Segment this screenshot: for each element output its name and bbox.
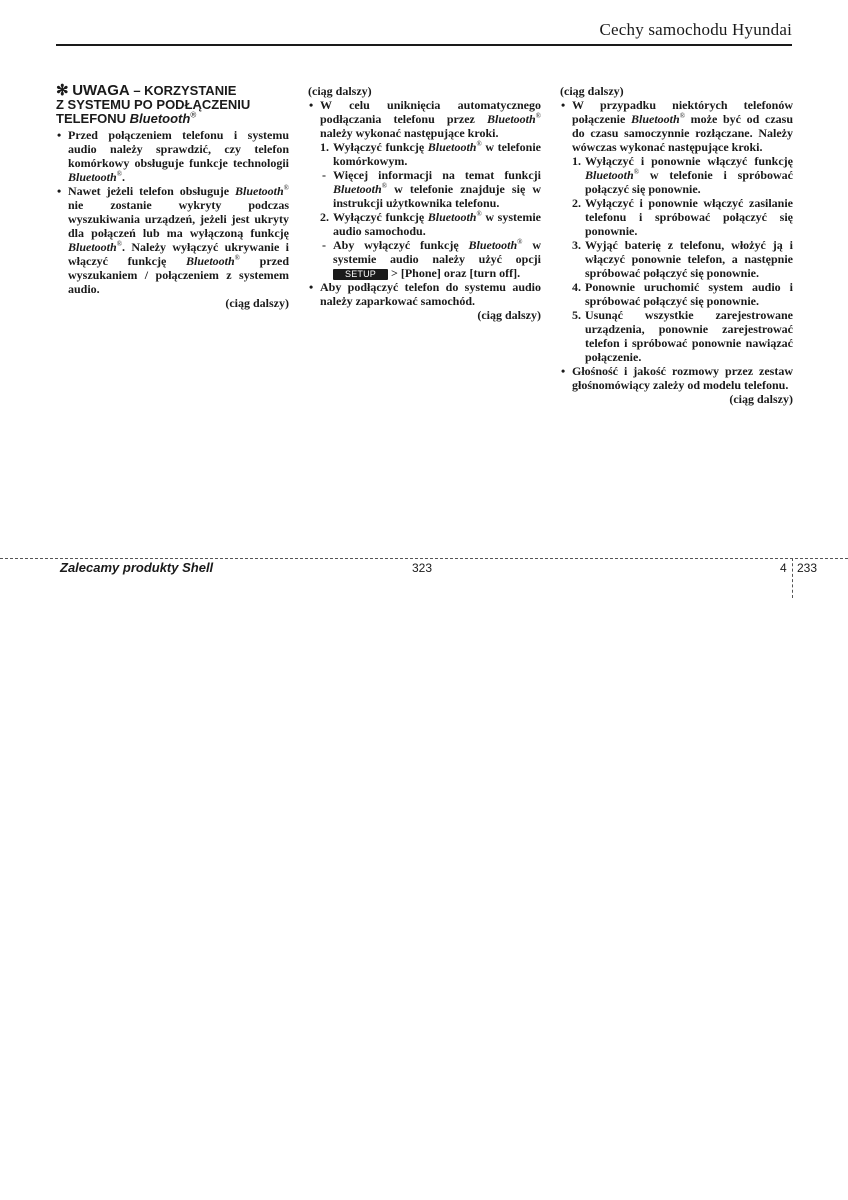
footer-slogan: Zalecamy produkty Shell: [60, 560, 214, 575]
heading-line-3: TELEFONU: [56, 111, 130, 126]
setup-key-icon: SETUP: [333, 269, 388, 280]
column-2: [308, 84, 541, 322]
column-1: [56, 84, 289, 310]
step-item: 3. Wyjąć baterię z telefonu, włożyć ją i włączyć ponownie telefon, a następnie spróbować połączyć się ponownie.: [572, 238, 793, 280]
continued-label: (ciąg dalszy): [225, 296, 289, 310]
bullet-item: • Głośność i jakość rozmowy przez zestaw głośnomówiący zależy od modelu telefonu.: [561, 364, 793, 392]
footer-vertical-divider: [792, 558, 793, 598]
step-item: 2. Wyłączyć funkcję Bluetooth® w systemie audio samochodu.: [320, 210, 541, 238]
caution-label: UWAGA: [72, 82, 130, 99]
page-header-title: Cechy samochodu Hyundai: [599, 20, 792, 39]
registered-mark: ®: [190, 110, 197, 120]
footer-divider: [0, 558, 848, 559]
heading-bluetooth: Bluetooth: [129, 111, 191, 126]
step-item: 1. Wyłączyć funkcję Bluetooth® w telefonie komórkowym.: [320, 140, 541, 168]
caution-heading: [56, 84, 289, 126]
continued-label: (ciąg dalszy): [477, 308, 541, 322]
bullet-item: • Aby podłączyć telefon do systemu audio należy zaparkować samochód.: [309, 280, 541, 308]
footer-page-index: 323: [412, 561, 433, 575]
step-item: 1. Wyłączyć i ponownie włączyć funkcję Bluetooth® w telefonie i spróbować połączyć się ponownie.: [572, 154, 793, 196]
continued-label: (ciąg dalszy): [560, 84, 624, 98]
column-3: [560, 84, 793, 406]
continued-label: (ciąg dalszy): [308, 84, 372, 98]
step-item: 2. Wyłączyć i ponownie włączyć zasilanie telefonu i spróbować połączyć się ponownie.: [572, 196, 793, 238]
bullet-item: • W przypadku niektórych telefonów połączenie Bluetooth® może być od czasu do czasu samoczynnie rozłączane. Należy wówczas wykonać następujące kroki.: [561, 98, 793, 154]
asterisk-icon: ✻: [56, 82, 69, 99]
note-item: - Aby wyłączyć funkcję Bluetooth® w systemie audio należy użyć opcji SETUP > [Phone] oraz [turn off].: [322, 238, 541, 280]
heading-line-2: Z SYSTEMU PO PODŁĄCZENIU: [56, 97, 251, 112]
footer-page-number: 233: [797, 561, 818, 575]
header-rule: [56, 44, 792, 46]
bullet-item: • Nawet jeżeli telefon obsługuje Bluetooth® nie zostanie wykryty podczas wyszukiwania urządzeń, jeżeli jest ukryty dla połączeń lub ma wyłączoną funkcję Bluetooth®. Należy wyłączyć ukrywanie i włączyć funkcję Bluetooth® przed wyszukaniem / połączeniem z systemem audio.: [57, 184, 289, 296]
step-item: 4. Ponownie uruchomić system audio i spróbować połączyć się ponownie.: [572, 280, 793, 308]
bullet-item: • Przed połączeniem telefonu i systemu audio należy sprawdzić, czy telefon komórkowy obsługuje funkcje technologii Bluetooth®.: [57, 128, 289, 184]
continued-label: (ciąg dalszy): [729, 392, 793, 406]
step-item: 5. Usunąć wszystkie zarejestrowane urządzenia, ponownie zarejestrować telefon i spróbować ponownie nawiązać połączenie.: [572, 308, 793, 364]
note-item: - Więcej informacji na temat funkcji Bluetooth® w telefonie znajduje się w instrukcji użytkownika telefonu.: [322, 168, 541, 210]
heading-text: – KORZYSTANIE: [129, 83, 237, 98]
footer-section-number: 4: [780, 561, 787, 575]
bullet-item: • W celu uniknięcia automatycznego podłączania telefonu przez Bluetooth® należy wykonać następujące kroki.: [309, 98, 541, 140]
